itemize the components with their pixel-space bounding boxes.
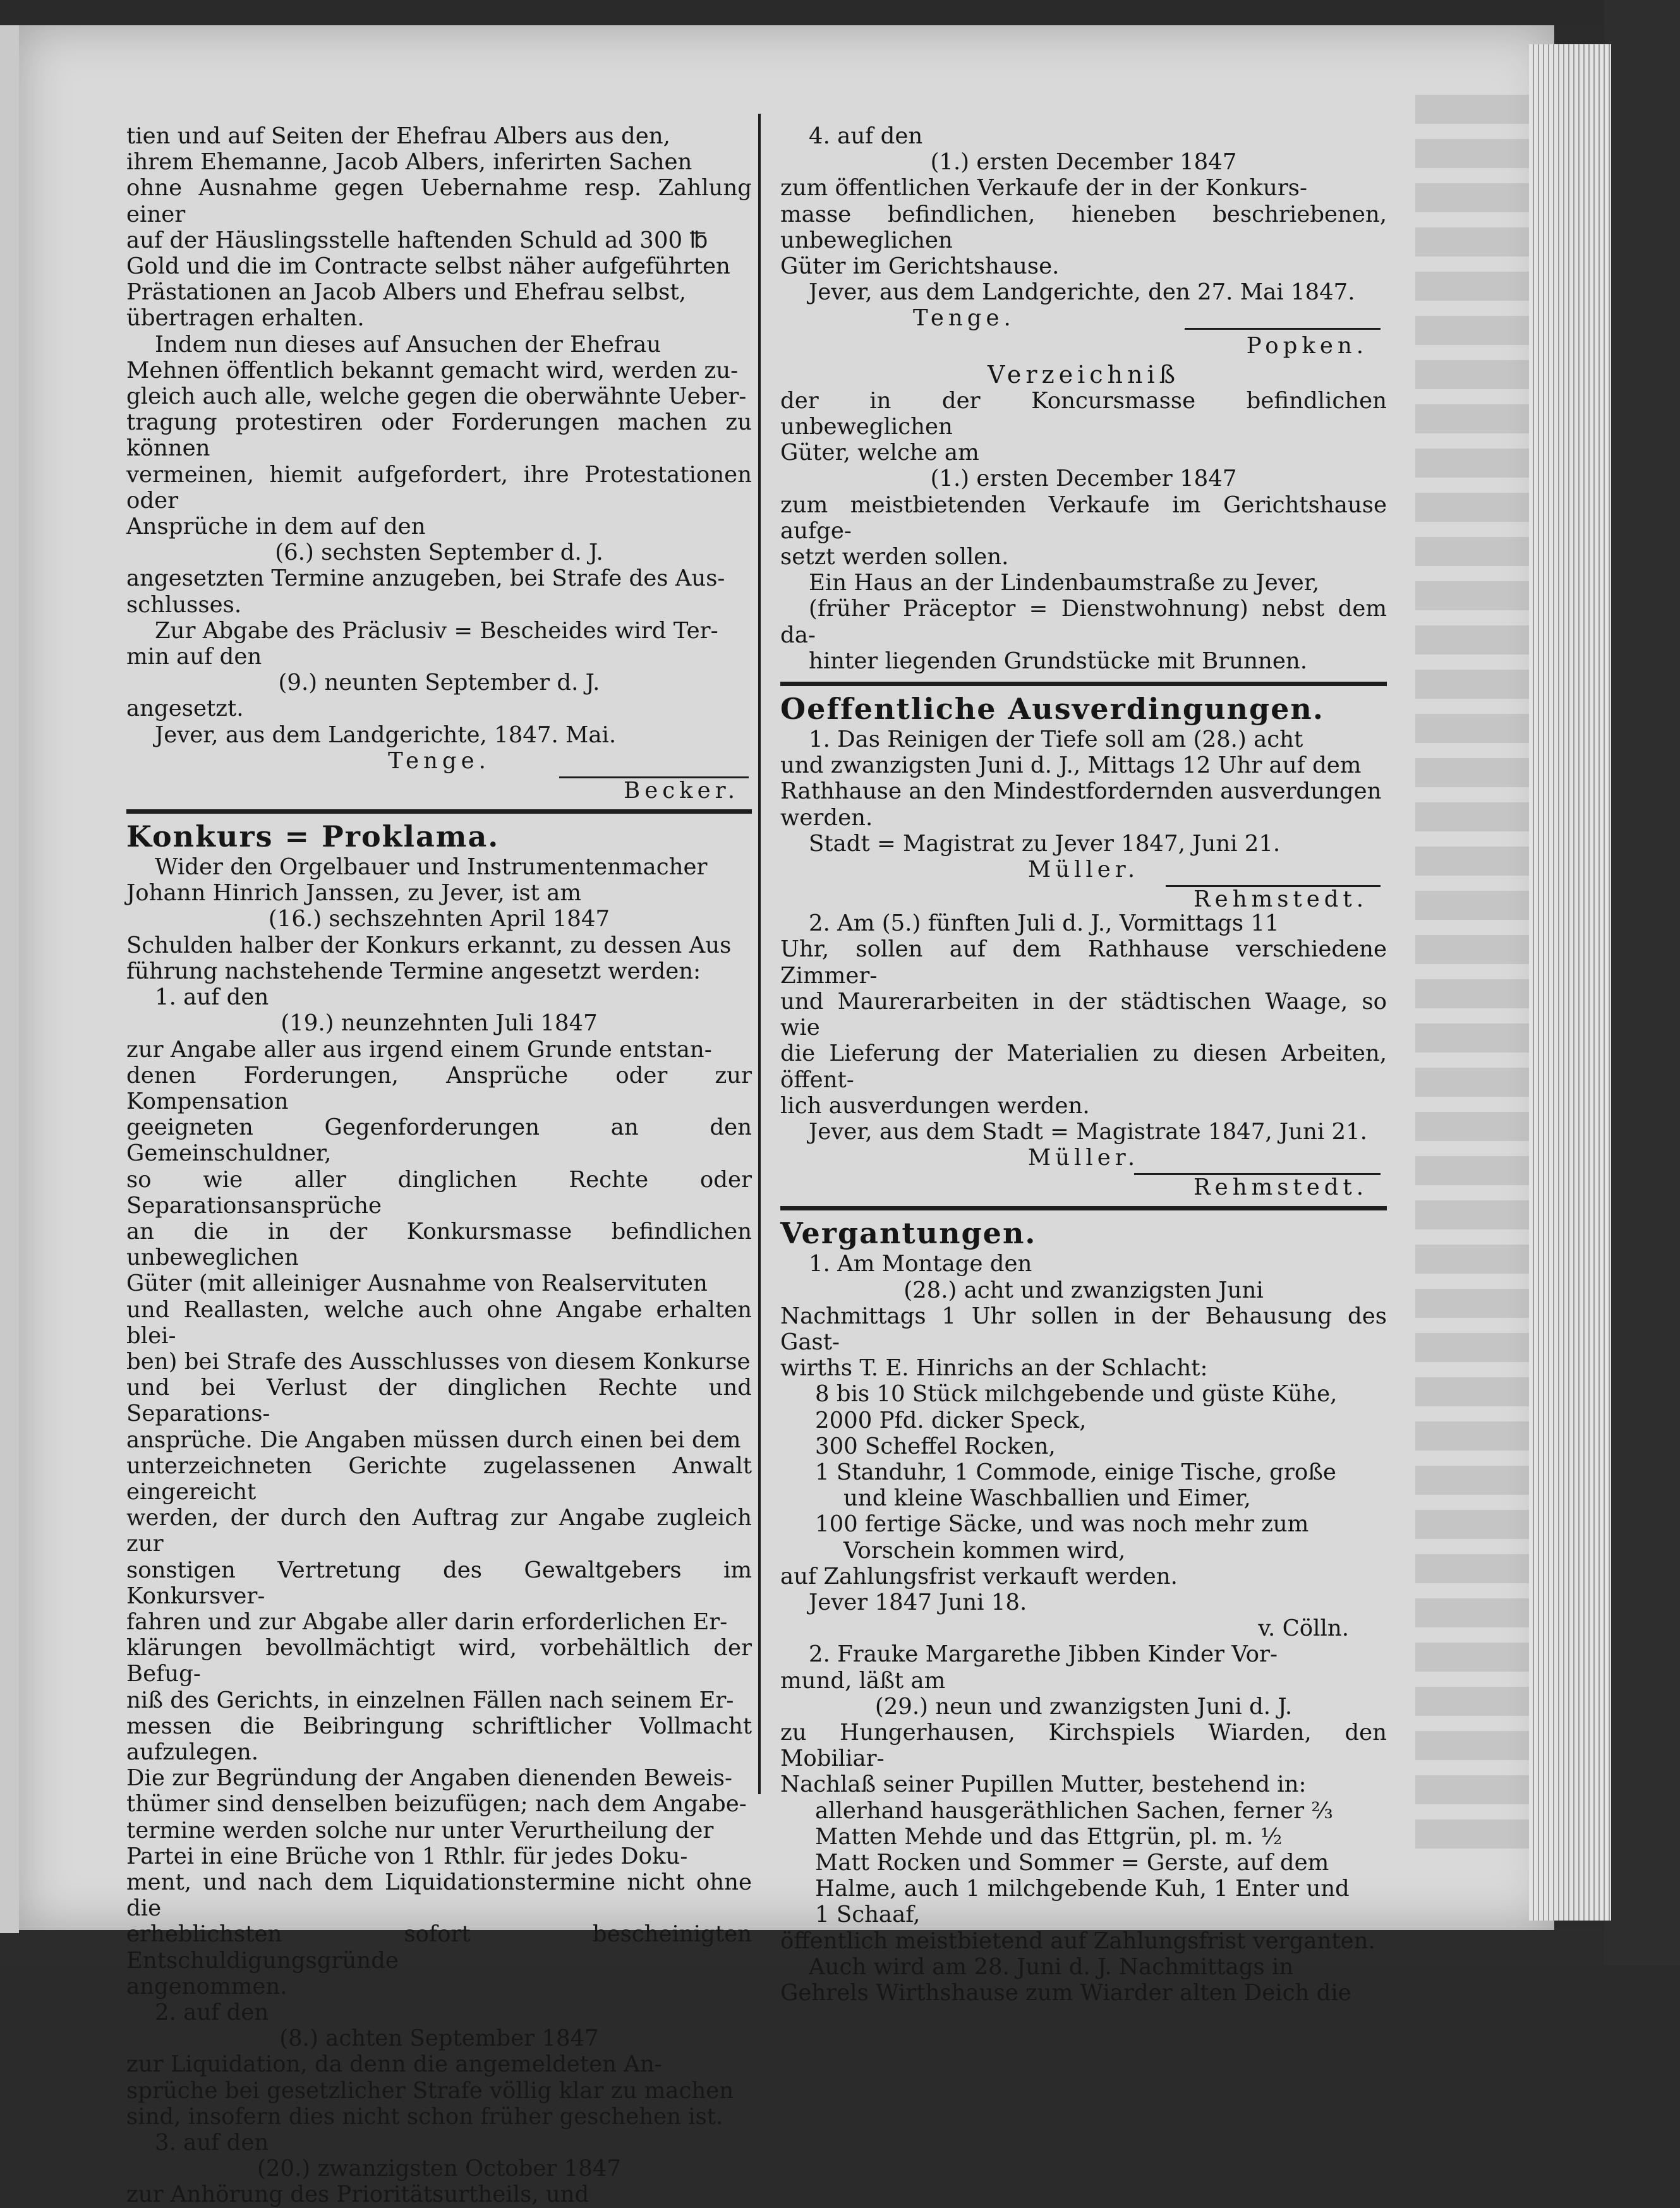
text-line: ohne Ausnahme gegen Uebernahme resp. Zahlung einer: [126, 175, 752, 227]
bleed-through-text: [1415, 95, 1529, 1864]
section-heading: Konkurs = Proklama.: [126, 819, 752, 854]
text-line: zum öffentlichen Verkaufe der in der Konkurs-: [780, 175, 1387, 201]
text-line: sprüche bei gesetzlicher Strafe völlig klar zu machen: [126, 2078, 752, 2104]
signature-row: [780, 883, 1387, 910]
text-line: erheblichsten sofort bescheinigten Entschuldigungsgründe: [126, 1921, 752, 1973]
text-line: Indem nun dieses auf Ansuchen der Ehefrau: [126, 332, 752, 358]
list-item: 2000 Pfd. dicker Speck,: [780, 1408, 1387, 1433]
text-line: vermeinen, hiemit aufgefordert, ihre Protestationen oder: [126, 462, 752, 514]
left-column: [126, 123, 752, 2208]
text-line: sind, insofern dies nicht schon früher geschehen ist.: [126, 2104, 752, 2130]
text-line: an die in der Konkursmasse befindlichen unbeweglichen: [126, 1219, 752, 1270]
list-item: allerhand hausgeräthlichen Sachen, ferner ⅔: [780, 1798, 1387, 1824]
text-line: 1. Das Reinigen der Tiefe soll am (28.) acht: [780, 727, 1387, 752]
text-line: Zur Abgabe des Präclusiv = Bescheides wird Ter-: [126, 618, 752, 644]
signature-becker: Becker.: [624, 778, 739, 804]
text-line: sonstigen Vertretung des Gewaltgebers im Konkursver-: [126, 1557, 752, 1609]
text-line: Auch wird am 28. Juni d. J. Nachmittags in: [780, 1954, 1387, 1980]
section-divider: [780, 1206, 1387, 1210]
text-line: tragung protestiren oder Forderungen machen zu können: [126, 409, 752, 461]
text-line: Johann Hinrich Janssen, zu Jever, ist am: [126, 880, 752, 906]
dateline: Jever, aus dem Landgerichte, 1847. Mai.: [126, 722, 752, 748]
text-line: Uhr, sollen auf dem Rathhause verschiedene Zimmer-: [780, 936, 1387, 988]
text-line: Partei in eine Brüche von 1 Rthlr. für jedes Doku-: [126, 1843, 752, 1869]
scan-background-top: [0, 0, 1680, 25]
list-item: 1 Schaaf,: [780, 1902, 1387, 1927]
text-line: niß des Gerichts, in einzelnen Fällen nach seinem Er-: [126, 1687, 752, 1713]
section-divider: [780, 682, 1387, 686]
text-line: messen die Beibringung schriftlicher Vollmacht aufzulegen.: [126, 1713, 752, 1765]
signature-rehmstedt: Rehmstedt.: [1194, 1174, 1368, 1200]
date-line: (16.) sechszehnten April 1847: [126, 906, 752, 932]
list-item: 1 Standuhr, 1 Commode, einige Tische, große: [780, 1459, 1387, 1485]
text-line: termine werden solche nur unter Verurtheilung der: [126, 1818, 752, 1843]
section-heading: Oeffentliche Ausverdingungen.: [780, 691, 1387, 727]
text-line: Güter im Gerichtshause.: [780, 253, 1387, 279]
list-item: und kleine Waschballien und Eimer,: [780, 1485, 1387, 1511]
text-line: wirths T. E. Hinrichs an der Schlacht:: [780, 1355, 1387, 1381]
text-line: angesetzten Termine anzugeben, bei Strafe des Aus-: [126, 565, 752, 591]
text-line: zur Liquidation, da denn die angemeldeten An-: [126, 2051, 752, 2077]
text-line: tien und auf Seiten der Ehefrau Albers aus den,: [126, 123, 752, 149]
date-line: (19.) neunzehnten Juli 1847: [126, 1010, 752, 1036]
text-line: zur Anhörung des Prioritätsurtheils, und: [126, 2181, 752, 2207]
scan-background-right: [1604, 0, 1680, 1965]
list-item: Matten Mehde und das Ettgrün, pl. m. ½: [780, 1824, 1387, 1850]
list-item: 8 bis 10 Stück milchgebende und güste Kühe,: [780, 1381, 1387, 1407]
text-line: ment, und nach dem Liquidationstermine nicht ohne die: [126, 1869, 752, 1921]
text-line: schlusses.: [126, 592, 752, 618]
text-line: werden.: [780, 805, 1387, 831]
list-title: Verzeichniß: [780, 362, 1387, 388]
signature-tenge: Tenge.: [913, 305, 1015, 331]
text-line: 2. Am (5.) fünften Juli d. J., Vormittags 11: [780, 910, 1387, 936]
text-line: Wider den Orgelbauer und Instrumentenmacher: [126, 854, 752, 880]
date-line: (28.) acht und zwanzigsten Juni: [780, 1277, 1387, 1303]
signature-mueller: Müller.: [780, 857, 1387, 883]
text-line: Güter (mit alleiniger Ausnahme von Realservituten: [126, 1270, 752, 1296]
text-line: 3. auf den: [126, 2130, 752, 2156]
list-item: 300 Scheffel Rocken,: [780, 1433, 1387, 1459]
text-line: und zwanzigsten Juni d. J., Mittags 12 Uhr auf dem: [780, 752, 1387, 778]
section-heading: Vergantungen.: [780, 1216, 1387, 1251]
text-line: min auf den: [126, 644, 752, 670]
text-line: Gold und die im Contracte selbst näher aufgeführten: [126, 253, 752, 279]
dateline: Jever 1847 Juni 18.: [780, 1590, 1387, 1615]
signature-row: [780, 305, 1387, 333]
text-line: Ein Haus an der Lindenbaumstraße zu Jever,: [780, 570, 1387, 596]
signature-coelln: v. Cölln.: [780, 1615, 1387, 1641]
date-line: (1.) ersten December 1847: [780, 466, 1387, 492]
list-item: Halme, auch 1 milchgebende Kuh, 1 Enter und: [780, 1876, 1387, 1902]
text-line: angesetzt.: [126, 696, 752, 721]
text-line: unterzeichneten Gerichte zugelassenen Anwalt eingereicht: [126, 1453, 752, 1505]
text-line: fahren und zur Abgabe aller darin erforderlichen Er-: [126, 1609, 752, 1635]
text-line: thümer sind denselben beizufügen; nach dem Angabe-: [126, 1791, 752, 1817]
dateline: Stadt = Magistrat zu Jever 1847, Juni 21.: [780, 831, 1387, 857]
text-line: gleich auch alle, welche gegen die oberwähnte Ueber-: [126, 383, 752, 409]
right-column: [780, 123, 1387, 2006]
text-line: der in der Koncursmasse befindlichen unbeweglichen: [780, 388, 1387, 440]
text-line: geeigneten Gegenforderungen an den Gemeinschuldner,: [126, 1114, 752, 1166]
text-line: klärungen bevollmächtigt wird, vorbehältlich der Befug-: [126, 1635, 752, 1687]
text-line: 2. auf den: [126, 2000, 752, 2025]
text-line: so wie aller dinglichen Rechte oder Separationsansprüche: [126, 1167, 752, 1219]
date-line: (6.) sechsten September d. J.: [126, 540, 752, 565]
signature-tenge: Tenge.: [126, 748, 752, 774]
text-line: denen Forderungen, Ansprüche oder zur Kompensation: [126, 1063, 752, 1114]
text-line: setzt werden sollen.: [780, 544, 1387, 570]
text-line: Ansprüche in dem auf den: [126, 514, 752, 540]
signature-mueller: Müller.: [780, 1145, 1387, 1171]
text-line: die Lieferung der Materialien zu diesen Arbeiten, öffent-: [780, 1041, 1387, 1092]
text-line: 1. Am Montage den: [780, 1251, 1387, 1277]
text-line: übertragen erhalten.: [126, 305, 752, 331]
text-line: zum meistbietenden Verkaufe im Gerichtshause aufge-: [780, 492, 1387, 544]
text-line: Prästationen an Jacob Albers und Ehefrau selbst,: [126, 279, 752, 305]
text-line: Die zur Begründung der Angaben dienenden Beweis-: [126, 1765, 752, 1791]
column-divider: [758, 114, 761, 1794]
book-page-edges: [1529, 44, 1611, 1921]
signature-row: [126, 774, 752, 802]
text-line: 4. auf den: [780, 123, 1387, 149]
text-line: Schulden halber der Konkurs erkannt, zu dessen Aus: [126, 932, 752, 958]
date-line: (29.) neun und zwanzigsten Juni d. J.: [780, 1694, 1387, 1720]
date-line: (1.) ersten December 1847: [780, 149, 1387, 175]
text-line: zur Angabe aller aus irgend einem Grunde entstan-: [126, 1037, 752, 1063]
text-line: ihrem Ehemanne, Jacob Albers, inferirten Sachen: [126, 149, 752, 175]
text-line: lich ausverdungen werden.: [780, 1093, 1387, 1119]
previous-page-edge: [0, 25, 19, 1933]
text-line: ansprüche. Die Angaben müssen durch einen bei dem: [126, 1427, 752, 1453]
text-line: werden, der durch den Auftrag zur Angabe zugleich zur: [126, 1505, 752, 1557]
text-line: Nachmittags 1 Uhr sollen in der Behausung des Gast-: [780, 1303, 1387, 1355]
text-line: auf der Häuslingsstelle haftenden Schuld ad 300 ℔: [126, 227, 752, 253]
text-line: auf Zahlungsfrist verkauft werden.: [780, 1564, 1387, 1590]
text-line: ben) bei Strafe des Ausschlusses von diesem Konkurse: [126, 1349, 752, 1375]
date-line: (8.) achten September 1847: [126, 2025, 752, 2051]
text-line: (früher Präceptor = Dienstwohnung) nebst dem da-: [780, 596, 1387, 648]
signature-popken: Popken.: [780, 333, 1387, 359]
date-line: (20.) zwanzigsten October 1847: [126, 2156, 752, 2181]
signature-rehmstedt: Rehmstedt.: [1194, 886, 1368, 912]
text-line: und Maurerarbeiten in der städtischen Waage, so wie: [780, 989, 1387, 1041]
text-line: 1. auf den: [126, 984, 752, 1010]
text-line: zu Hungerhausen, Kirchspiels Wiarden, den Mobiliar-: [780, 1720, 1387, 1771]
text-line: und Reallasten, welche auch ohne Angabe erhalten blei-: [126, 1297, 752, 1349]
section-divider: [126, 809, 752, 814]
list-item: Matt Rocken und Sommer = Gerste, auf dem: [780, 1850, 1387, 1876]
text-line: Gehrels Wirthshause zum Wiarder alten Deich die: [780, 1980, 1387, 2006]
signature-rule: [1185, 328, 1381, 330]
dateline: Jever, aus dem Stadt = Magistrate 1847, Juni 21.: [780, 1119, 1387, 1145]
list-item: 100 fertige Säcke, und was noch mehr zum: [780, 1511, 1387, 1537]
text-line: Nachlaß seiner Pupillen Mutter, bestehend in:: [780, 1771, 1387, 1797]
text-line: 2. Frauke Margarethe Jibben Kinder Vor-: [780, 1641, 1387, 1667]
text-line: masse befindlichen, hieneben beschriebenen, unbeweglichen: [780, 202, 1387, 253]
text-line: hinter liegenden Grundstücke mit Brunnen.: [780, 648, 1387, 674]
date-line: (9.) neunten September d. J.: [126, 670, 752, 696]
text-line: und bei Verlust der dinglichen Rechte und Separations-: [126, 1375, 752, 1427]
text-line: führung nachstehende Termine angesetzt werden:: [126, 958, 752, 984]
text-line: öffentlich meistbietend auf Zahlungsfrist verganten.: [780, 1928, 1387, 1954]
dateline: Jever, aus dem Landgerichte, den 27. Mai 1847.: [780, 279, 1387, 305]
signature-row: [780, 1171, 1387, 1198]
text-line: mund, läßt am: [780, 1668, 1387, 1694]
text-line: Güter, welche am: [780, 440, 1387, 466]
text-line: Rathhause an den Mindestfordernden ausverdungen: [780, 778, 1387, 804]
text-line: Mehnen öffentlich bekannt gemacht wird, werden zu-: [126, 358, 752, 383]
text-line: angenommen.: [126, 1974, 752, 2000]
list-item: Vorschein kommen wird,: [780, 1538, 1387, 1564]
